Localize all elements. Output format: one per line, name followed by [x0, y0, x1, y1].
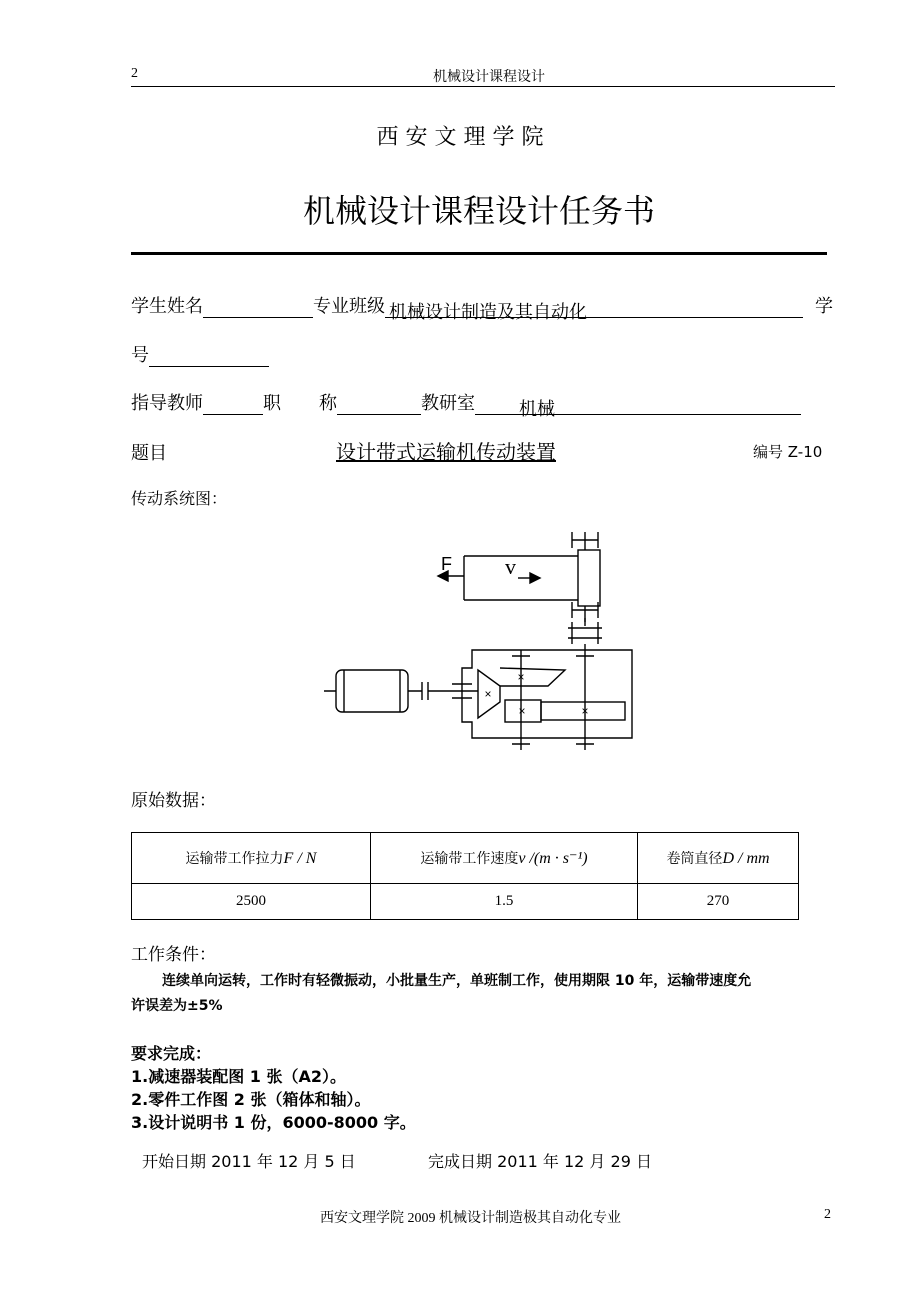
header-title: 机械设计课程设计 [433, 69, 545, 85]
requirements-label: 要求完成： [131, 1044, 212, 1063]
requirement-item: 2.零件工作图 2 张（箱体和轴）。 [131, 1090, 371, 1109]
topic-value: 设计带式运输机传动装置 [336, 440, 556, 464]
table-cell: 2500 [132, 884, 371, 920]
table-row [132, 884, 799, 920]
advisor-field[interactable] [203, 395, 263, 415]
table-header-cell: 运输带工作拉力F / N [132, 833, 371, 884]
student-id-row [131, 341, 269, 367]
header-page-number: 2 [131, 66, 138, 81]
student-id-label-a: 学 [815, 296, 833, 317]
diagram-label: 传动系统图： [131, 489, 228, 508]
code-value: Z-10 [787, 443, 823, 461]
transmission-diagram [300, 520, 660, 750]
major-class-value: 机械设计制造及其自动化 [389, 302, 587, 323]
student-name-label: 学生姓名 [131, 296, 203, 317]
dept-label: 教研室 [421, 393, 475, 414]
advisor-label: 指导教师 [131, 393, 203, 414]
requirement-item: 3.设计说明书 1 份，6000-8000 字。 [131, 1113, 416, 1132]
bevel-wheel-cross-mark: × [517, 670, 525, 684]
velocity-label: v [505, 554, 516, 579]
footer-page-number: 2 [824, 1207, 831, 1222]
spur-pinion-cross-mark: × [518, 704, 526, 718]
footer-text: 西安文理学院 2009 机械设计制造极其自动化专业 [320, 1211, 621, 1226]
dept-field[interactable] [475, 395, 801, 420]
table-cell: 270 [638, 884, 799, 920]
code-row [753, 441, 822, 462]
student-id-field[interactable] [149, 347, 269, 367]
conditions-line-2: 许误差为±5% [131, 998, 223, 1014]
student-id-label-b: 号 [131, 345, 149, 366]
school-name: 西 安 文 理 学 院 [376, 125, 544, 150]
conditions-line-1: 连续单向运转，工作时有轻微振动，小批量生产，单班制工作，使用期限 10 年，运输带速度允 [162, 973, 752, 989]
code-label: 编号 [753, 443, 784, 461]
table-header-row [132, 833, 799, 884]
raw-data-label: 原始数据： [131, 791, 216, 811]
student-info-row [131, 292, 803, 323]
spur-wheel-cross-mark: × [581, 704, 589, 718]
major-class-label: 专业班级 [313, 296, 385, 317]
main-title: 机械设计课程设计任务书 [302, 192, 655, 230]
bevel-cross-mark: × [484, 687, 492, 701]
table-header-cell: 运输带工作速度v /(m · s⁻¹) [371, 833, 638, 884]
title-rank-field[interactable] [337, 395, 421, 415]
title-rank-label-b: 称 [319, 393, 337, 414]
bevel-gear-wheel [500, 668, 565, 686]
table-cell: 1.5 [371, 884, 638, 920]
motor [336, 670, 408, 712]
force-label: F [441, 554, 452, 574]
title-rank-label-a: 职 [263, 393, 281, 414]
table-header-cell: 卷筒直径D / mm [638, 833, 799, 884]
raw-data-table [131, 832, 799, 920]
advisor-row [131, 389, 801, 420]
major-class-field[interactable] [385, 298, 803, 323]
title-rule [131, 252, 827, 255]
conveyor-drum [578, 550, 600, 606]
header-rule [131, 86, 835, 87]
start-date: 开始日期 2011 年 12 月 5 日 [142, 1152, 356, 1171]
topic-label: 题目 [131, 443, 167, 464]
end-date: 完成日期 2011 年 12 月 29 日 [428, 1152, 652, 1171]
conditions-label: 工作条件： [131, 945, 216, 965]
requirement-item: 1.减速器装配图 1 张（A2）。 [131, 1067, 347, 1086]
dept-value: 机械 [519, 399, 555, 420]
student-name-field[interactable] [203, 298, 313, 318]
